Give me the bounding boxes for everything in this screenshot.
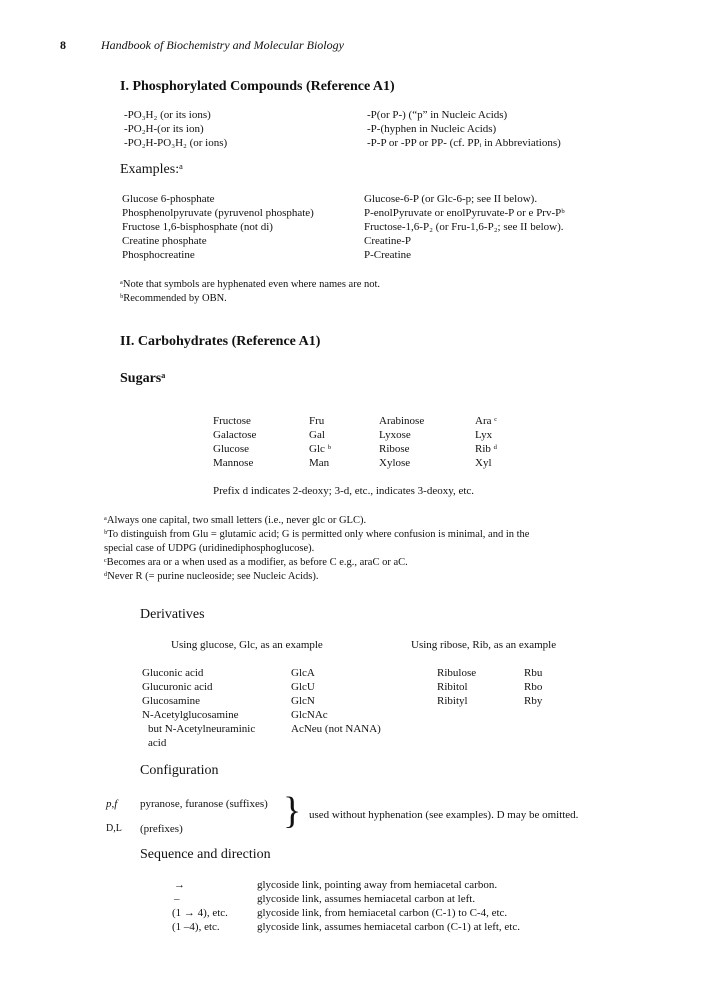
derivative-symbol: GlcN (291, 695, 315, 707)
form-left: -PO₂H-PO₃H₂ (or ions) (124, 137, 228, 149)
sugar-symbol: Rib ᵈ (475, 443, 498, 455)
sugars-names-1 (213, 414, 256, 470)
sequence-symbols (172, 878, 228, 934)
example-symbol: Fructose-1,6-P₂ (or Fru-1,6-P₂; see II below). (364, 221, 564, 233)
form-right: -P-(hyphen in Nucleic Acids) (367, 123, 497, 135)
examples-right (364, 192, 565, 262)
book-title: Handbook of Biochemistry and Molecular Biology (101, 38, 344, 52)
derivative-name: Ribulose (437, 667, 477, 679)
sugar-name: Lyxose (379, 429, 411, 441)
derivative-name: Ribitol (437, 681, 468, 693)
sequence-description: glycoside link, pointing away from hemiacetal carbon. (257, 879, 498, 891)
glc-derivative-symbols (291, 666, 381, 736)
example-name: Phosphenolpyruvate (pyruvenol phosphate) (122, 207, 314, 219)
section2-title: II. Carbohydrates (Reference A1) (120, 334, 321, 349)
pf-text: pyranose, furanose (suffixes) (140, 798, 268, 810)
sugars-names-2 (379, 414, 424, 470)
derivatives-title: Derivatives (140, 607, 205, 622)
form-left: -PO₃H₂ (or its ions) (124, 109, 211, 121)
sequence-symbol: (1 –4), etc. (172, 921, 220, 933)
sequence-symbol: → (174, 879, 185, 891)
derivative-name: Ribityl (437, 695, 468, 707)
sugars-symbols-1 (309, 414, 331, 470)
derivative-symbol: Rbu (524, 667, 543, 679)
footnote: ᵈNever R (= purine nucleoside; see Nucleic Acids). (104, 571, 319, 582)
example-symbol: P-Creatine (364, 249, 412, 261)
sugar-symbol: Gal (309, 429, 325, 441)
sugar-name: Fructose (213, 415, 251, 427)
brace-text: used without hyphenation (see examples). D may be omitted. (309, 809, 579, 821)
sugar-symbol: Man (309, 457, 330, 469)
sequence-symbol: (1 → 4), etc. (172, 907, 228, 919)
form-right: -P-P or -PP or PP- (cf. PPᵢ in Abbreviations) (367, 137, 561, 149)
forms-left (124, 108, 227, 150)
examples-left (122, 192, 314, 262)
sugars-symbols-2 (475, 414, 497, 470)
sugar-symbol: Lyx (475, 429, 493, 441)
derivative-name: but N-Acetylneuraminic (148, 723, 256, 735)
sequence-description: glycoside link, from hemiacetal carbon (C-1) to C-4, etc. (257, 907, 508, 919)
sugar-symbol: Ara ᶜ (475, 415, 498, 427)
sugar-symbol: Xyl (475, 457, 492, 469)
glc-derivative-names (142, 666, 255, 750)
example-symbol: P-enolPyruvate or enolPyruvate-P or e Prv-Pᵇ (364, 207, 565, 219)
dl-text: (prefixes) (140, 823, 183, 835)
configuration-title: Configuration (140, 763, 219, 778)
footnote: ᵃAlways one capital, two small letters (i.e., never glc or GLC). (104, 515, 367, 526)
rib-derivative-names (437, 666, 476, 708)
sugar-name: Arabinose (379, 415, 425, 427)
derivative-name: Glucuronic acid (142, 681, 213, 693)
derivative-symbol: GlcNAc (291, 709, 328, 721)
examples-label: Examples:ᵃ (120, 162, 183, 177)
glc-heading: Using glucose, Glc, as an example (171, 639, 323, 651)
derivative-name: Glucosamine (142, 695, 201, 707)
form-left: -PO₂H-(or its ion) (124, 123, 204, 135)
derivative-symbol: Rbo (524, 681, 543, 693)
sugar-name: Xylose (379, 457, 411, 469)
rib-derivative-symbols (524, 666, 542, 708)
sugar-footnotes (104, 514, 529, 584)
section1-notes (120, 278, 380, 306)
example-name: Fructose 1,6-bisphosphate (not di) (122, 221, 273, 233)
derivative-symbol: GlcA (291, 667, 315, 679)
dl-label: D,L (106, 823, 122, 834)
note: ᵃNote that symbols are hyphenated even where names are not. (120, 279, 381, 290)
sugar-name: Mannose (213, 457, 254, 469)
sequence-title: Sequence and direction (140, 847, 271, 862)
footnote: ᵇTo distinguish from Glu = glutamic acid; G is permitted only where confusion is minimal, and in the (104, 529, 530, 540)
footnote: special case of UDPG (uridinediphosphoglucose). (104, 543, 315, 554)
forms-right (367, 108, 561, 150)
sequence-symbol: – (174, 893, 180, 905)
derivative-symbol: AcNeu (not NANA) (291, 723, 381, 735)
sugar-name: Galactose (213, 429, 257, 441)
example-name: Creatine phosphate (122, 235, 207, 247)
brace-symbol: } (283, 790, 302, 832)
sequence-description: glycoside link, assumes hemiacetal carbon at left. (257, 893, 476, 905)
prefix-note: Prefix d indicates 2-deoxy; 3-d, etc., indicates 3-deoxy, etc. (213, 485, 475, 497)
pf-label: p,f (106, 798, 118, 810)
rib-heading: Using ribose, Rib, as an example (411, 639, 557, 651)
derivative-symbol: Rby (524, 695, 543, 707)
sequence-description: glycoside link, assumes hemiacetal carbon (C-1) at left, etc. (257, 921, 520, 933)
note: ᵇRecommended by OBN. (120, 293, 227, 304)
sugars-label: Sugarsᵃ (120, 371, 166, 386)
derivative-name: acid (148, 737, 167, 749)
example-name: Phosphocreatine (122, 249, 195, 261)
sugar-symbol: Fru (309, 415, 325, 427)
footnote: ᶜBecomes ara or a when used as a modifier, as before C e.g., araC or aC. (104, 557, 408, 568)
sequence-descriptions (257, 878, 520, 934)
example-symbol: Glucose-6-P (or Glc-6-p; see II below). (364, 193, 538, 205)
sugar-name: Ribose (379, 443, 410, 455)
form-right: -P(or P-) (“p” in Nucleic Acids) (367, 109, 508, 121)
sugar-symbol: Glc ᵇ (309, 443, 332, 455)
section1-title: I. Phosphorylated Compounds (Reference A1) (120, 79, 395, 94)
derivative-name: N-Acetylglucosamine (142, 709, 239, 721)
page-number: 8 (60, 38, 66, 52)
example-symbol: Creatine-P (364, 235, 412, 247)
derivative-name: Gluconic acid (142, 667, 204, 679)
sugar-name: Glucose (213, 443, 250, 455)
derivative-symbol: GlcU (291, 681, 315, 693)
example-name: Glucose 6-phosphate (122, 193, 215, 205)
